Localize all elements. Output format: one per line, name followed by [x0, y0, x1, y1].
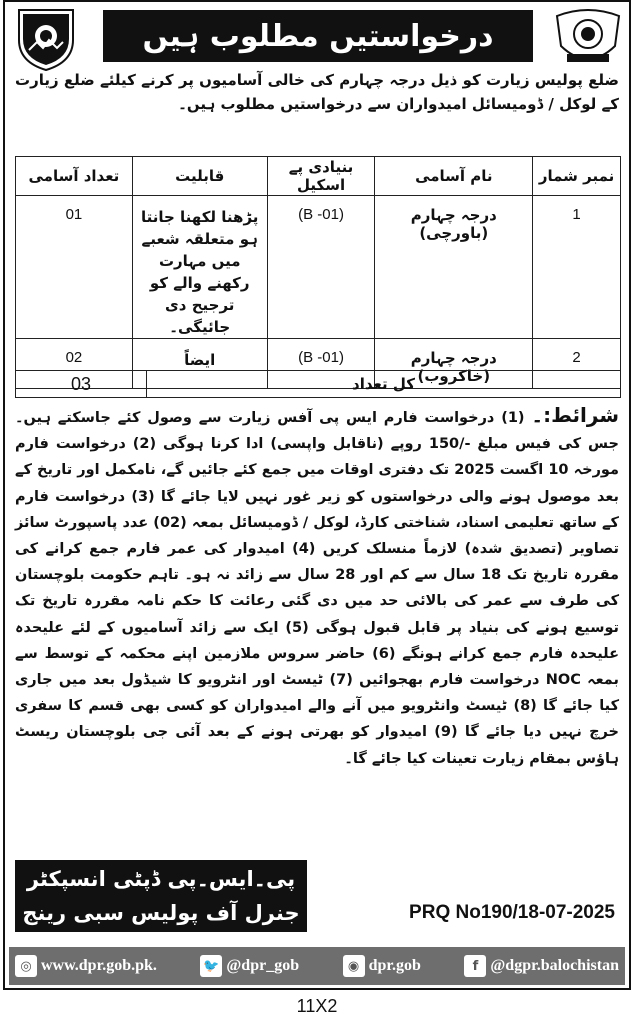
- signatory-box: [15, 860, 307, 932]
- qualification: پڑھنا لکھنا جانتا ہو متعلقہ شعبے میں مہارت رکھنے والے کو ترجیح دی جائیگی۔: [132, 196, 267, 339]
- serial-number: 1: [533, 196, 621, 339]
- column-header: نمبر شمار: [533, 157, 621, 196]
- facebook-handle[interactable]: @dgpr.balochistan: [490, 957, 619, 974]
- pay-scale: (B -01): [267, 339, 375, 389]
- twitter-item: [200, 955, 299, 977]
- column-header: نام آسامی: [375, 157, 533, 196]
- posts-table: [15, 156, 621, 389]
- facebook-item: [464, 955, 619, 977]
- post-count: 01: [16, 196, 133, 339]
- terms-section: [15, 402, 619, 772]
- signatory-line: پی۔ایس۔پی ڈپٹی انسپکٹر: [26, 867, 296, 891]
- globe-icon: ◎: [15, 955, 37, 977]
- pay-scale: (B -01): [267, 196, 375, 339]
- website-link[interactable]: www.dpr.gob.pk.: [41, 957, 157, 974]
- instagram-icon: ◉: [343, 955, 365, 977]
- website-item: [15, 955, 157, 977]
- total-value: 03: [70, 374, 92, 394]
- qualification: ایضاً: [132, 339, 267, 389]
- table-header-row: [16, 157, 621, 196]
- serial-number: 2: [533, 339, 621, 389]
- post-name: درجہ چہارم (باورچی): [375, 196, 533, 339]
- size-note: 11X2: [296, 996, 338, 1016]
- terms-heading: شرائط:۔: [531, 403, 619, 427]
- ad-title: درخواستیں مطلوب ہیں: [103, 10, 533, 62]
- instagram-handle[interactable]: dpr.gob: [368, 957, 421, 974]
- government-seal-icon: [553, 6, 623, 72]
- twitter-handle[interactable]: @dpr_gob: [226, 957, 300, 974]
- facebook-icon: f: [464, 955, 486, 977]
- column-header: بنیادی پے اسکیل: [267, 157, 375, 196]
- post-count: 02: [16, 339, 133, 389]
- total-row: [15, 370, 621, 398]
- footer-bar: [9, 947, 625, 985]
- post-name: درجہ چہارم (خاکروب): [375, 339, 533, 389]
- signatory-line: جنرل آف پولیس سبی رینج: [22, 901, 300, 925]
- column-header: قابلیت: [132, 157, 267, 196]
- intro-text: ضلع پولیس زیارت کو ذیل درجہ چہارم کی خالی آسامیوں پر کرنے کیلئے ضلع زیارت کے لوکل / ڈومیسائل امیدواران سے درخواستیں مطلوب ہیں۔: [15, 71, 619, 113]
- police-emblem-icon: [11, 6, 81, 72]
- twitter-icon: 🐦: [200, 955, 222, 977]
- table-row: [16, 196, 621, 339]
- instagram-item: [343, 955, 421, 977]
- column-header: تعداد آسامی: [16, 157, 133, 196]
- total-label: کل تعداد: [146, 371, 620, 397]
- advertisement: [3, 0, 631, 990]
- prq-number: PRQ No190/18-07-2025: [409, 902, 615, 923]
- terms-body: (1) درخواست فارم ایس پی آفس زیارت سے وصول کئے جاسکتے ہیں۔ جس کی فیس مبلغ -/150 روپے (ناقابل واپسی) ادا کرنا ہوگی (2) درخواست فارم مورخہ 10 اگست 2025 تک دفتری اوقات میں جمع کئے جائیں گے، نامکمل اور تاریخ کے بعد موصول ہونے والی درخواستوں کو زیر غور نہیں لایا جائے گا (3) درخواست فارم کے ساتھ تعلیمی اسناد، شناختی کارڈ، لوکل / ڈومیسائل بمعہ (02) عدد پاسپورٹ سائز تصاویر (تصدیق شدہ) لازماً منسلک کریں (4) امیدوار کی عمر فارم جمع کرانے کی مقررہ تاریخ تک 18 سال سے کم اور 28 سال سے زائد نہ ہو۔ تاہم حکومت بلوچستان کی طرف سے عمر کی بالائی حد میں دی گئی رعائت کا حکم نامہ مقررہ تاریخ تک توسیع ہونے کی بنیاد پر قابل قبول ہوگی (5) ایک سے زائد آسامیوں کے لئے علیحدہ علیحدہ فارم جمع کرانے ہونگے (6) حاضر سروس ملازمین اپنے محکمہ کے توسط سے بمعہ NOC درخواست فارم بھجوائیں (7) ٹیسٹ اور انٹرویو کا شیڈول بعد میں جاری کیا جائے گا (8) ٹیسٹ وانٹرویو میں آنے والے امیدواران کو کسی بھی قسم کا سفری خرچ نہیں دیا جائے گا (9) امیدوار کو بھرتی ہونے کے بعد آئی جی بلوچستان ریسٹ ہاؤس بمقام زیارت تعینات کیا جائے گا۔: [15, 410, 620, 767]
